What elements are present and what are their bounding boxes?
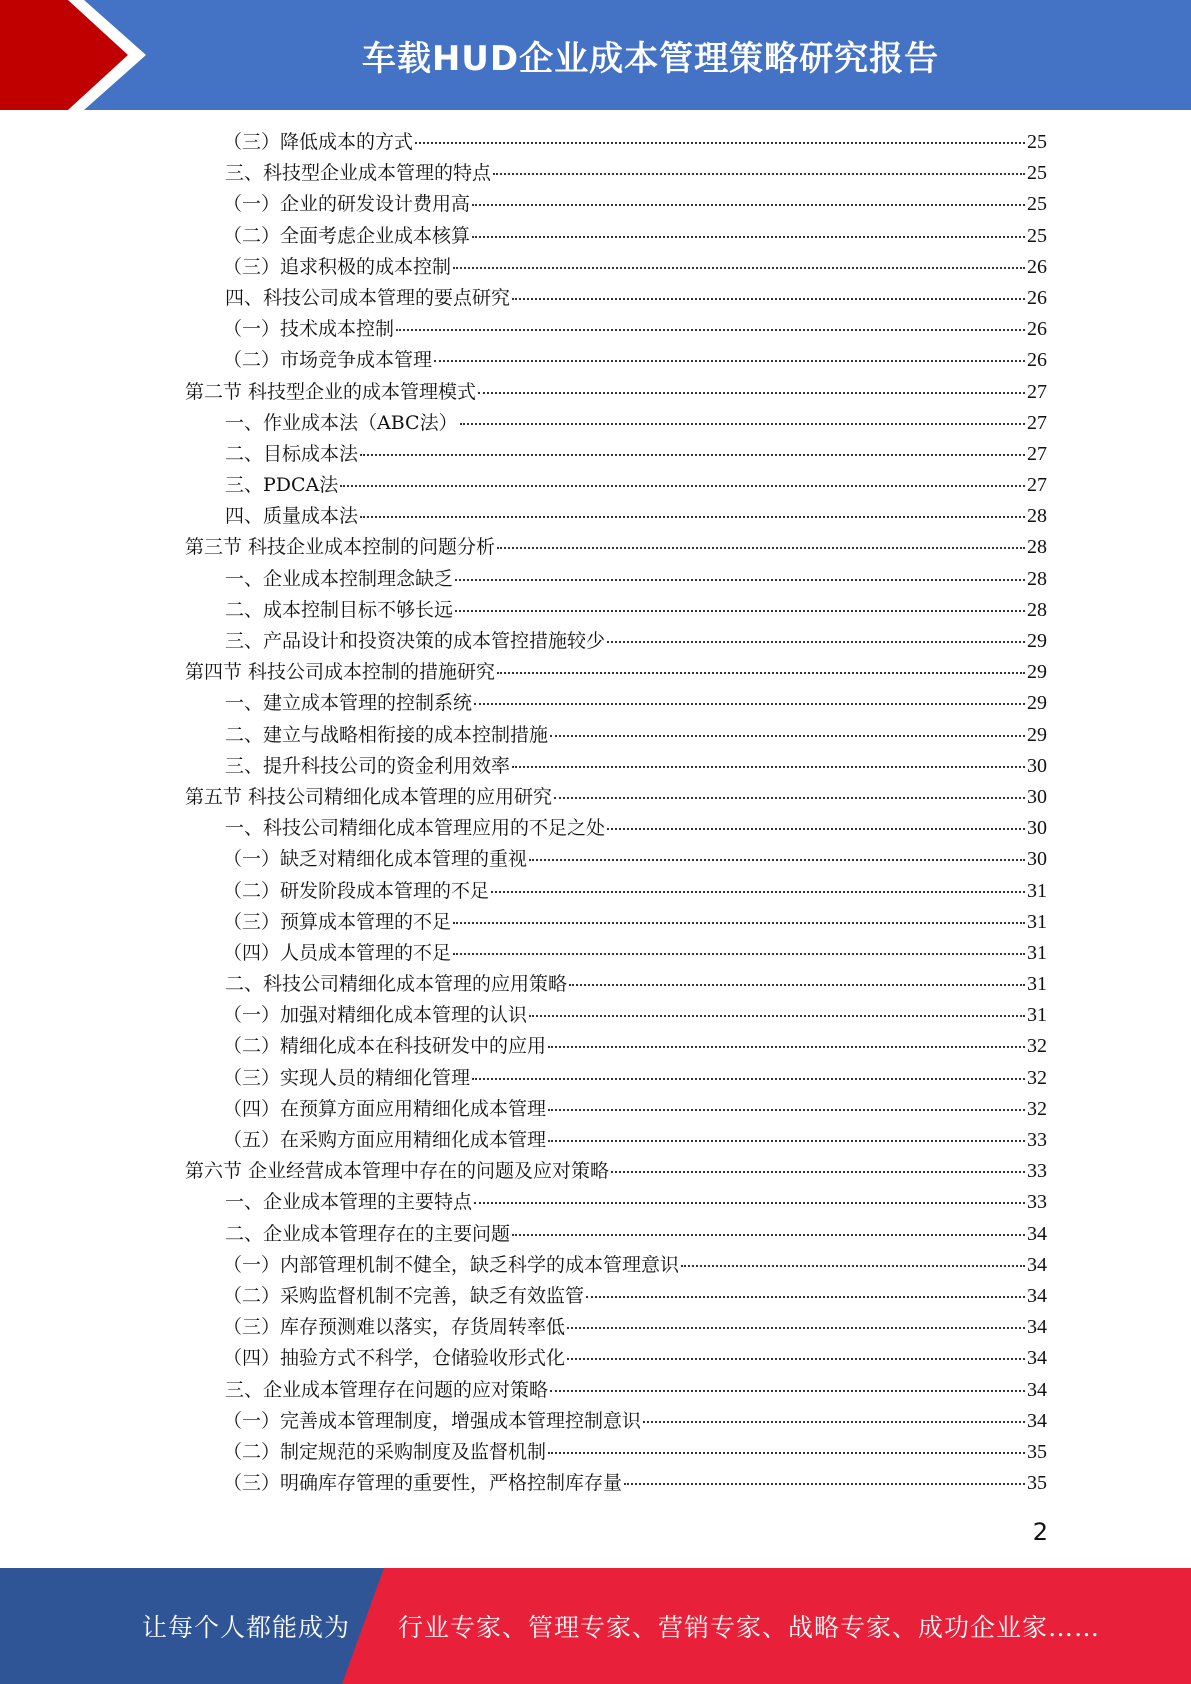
toc-entry-page: 34 xyxy=(1027,1347,1047,1370)
toc-entry-title: （三）降低成本的方式 xyxy=(223,131,414,153)
toc-entry-title: （三）追求积极的成本控制 xyxy=(223,255,452,278)
toc-dot-leader xyxy=(472,235,1025,238)
toc-entry-page: 31 xyxy=(1027,1004,1047,1027)
toc-entry-page: 27 xyxy=(1027,411,1047,434)
toc-entry[interactable] xyxy=(185,564,1047,595)
toc-entry-page: 30 xyxy=(1027,785,1047,808)
toc-entry-page: 25 xyxy=(1027,131,1047,153)
toc-entry-page: 30 xyxy=(1027,848,1047,871)
toc-entry-page: 26 xyxy=(1027,318,1047,341)
toc-entry-page: 30 xyxy=(1027,817,1047,840)
toc-entry-page: 25 xyxy=(1027,224,1047,247)
toc-entry[interactable] xyxy=(185,1312,1047,1343)
toc-dot-leader xyxy=(624,1482,1025,1485)
toc-entry[interactable] xyxy=(185,1094,1047,1125)
toc-entry-title: （二）采购监督机制不完善，缺乏有效监管 xyxy=(223,1284,585,1307)
toc-entry-title: 二、成本控制目标不够长远 xyxy=(225,598,454,621)
toc-dot-leader xyxy=(360,515,1025,518)
toc-entry[interactable] xyxy=(185,189,1047,220)
toc-entry[interactable] xyxy=(185,938,1047,969)
toc-entry-title: （一）企业的研发设计费用高 xyxy=(223,193,471,216)
toc-entry-title: （一）技术成本控制 xyxy=(223,318,395,341)
toc-entry-title: （三）实现人员的精细化管理 xyxy=(223,1066,471,1089)
toc-dot-leader xyxy=(548,1139,1025,1142)
toc-entry-page: 32 xyxy=(1027,1035,1047,1058)
toc-entry[interactable] xyxy=(185,1406,1047,1437)
toc-entry-title: 四、科技公司成本管理的要点研究 xyxy=(225,286,511,309)
toc-entry[interactable] xyxy=(185,595,1047,626)
toc-entry-title: （三）库存预测难以落实，存货周转率低 xyxy=(223,1316,566,1339)
toc-entry-page: 35 xyxy=(1027,1472,1047,1495)
toc-entry[interactable] xyxy=(185,221,1047,252)
toc-entry[interactable] xyxy=(185,1437,1047,1468)
toc-entry[interactable] xyxy=(185,1063,1047,1094)
toc-entry-title: 三、企业成本管理存在问题的应对策略 xyxy=(225,1378,549,1401)
toc-entry-title: （四）人员成本管理的不足 xyxy=(223,941,452,964)
toc-entry-title: 三、提升科技公司的资金利用效率 xyxy=(225,754,511,777)
page-number: 2 xyxy=(1032,1518,1048,1546)
toc-entry[interactable] xyxy=(185,813,1047,844)
toc-entry-page: 34 xyxy=(1027,1253,1047,1276)
toc-dot-leader xyxy=(455,609,1025,612)
toc-entry-title: 一、作业成本法（ABC法） xyxy=(225,411,458,434)
toc-entry-title: （一）加强对精细化成本管理的认识 xyxy=(223,1004,528,1027)
toc-dot-leader xyxy=(455,578,1025,581)
toc-entry[interactable] xyxy=(185,1250,1047,1281)
toc-entry-page: 34 xyxy=(1027,1316,1047,1339)
toc-entry[interactable] xyxy=(185,626,1047,657)
toc-entry-title: 四、质量成本法 xyxy=(225,505,359,528)
toc-entry[interactable] xyxy=(185,657,1047,688)
toc-entry-page: 31 xyxy=(1027,910,1047,933)
toc-entry[interactable] xyxy=(185,470,1047,501)
toc-entry-title: （三）预算成本管理的不足 xyxy=(223,910,452,933)
toc-entry-page: 27 xyxy=(1027,442,1047,465)
toc-dot-leader xyxy=(474,1201,1025,1204)
toc-dot-leader xyxy=(643,1420,1025,1423)
toc-entry-title: 三、科技型企业成本管理的特点 xyxy=(225,162,492,185)
toc-entry[interactable] xyxy=(185,876,1047,907)
toc-entry-page: 27 xyxy=(1027,474,1047,497)
toc-entry-page: 29 xyxy=(1027,630,1047,652)
toc-entry[interactable] xyxy=(185,844,1047,875)
toc-dot-leader xyxy=(453,921,1025,924)
toc-entry[interactable] xyxy=(185,532,1047,563)
toc-entry-title: （一）内部管理机制不健全，缺乏科学的成本管理意识 xyxy=(223,1253,680,1276)
toc-dot-leader xyxy=(611,1170,1025,1173)
toc-entry-title: 第二节 科技型企业的成本管理模式 xyxy=(185,380,477,403)
toc-dot-leader xyxy=(586,1295,1025,1298)
toc-dot-leader xyxy=(512,297,1025,300)
toc-entry-title: 一、企业成本控制理念缺乏 xyxy=(225,567,454,590)
toc-entry-title: （四）在预算方面应用精细化成本管理 xyxy=(223,1097,547,1120)
toc-entry-title: 第五节 科技公司精细化成本管理的应用研究 xyxy=(185,785,553,808)
header-red-chevron xyxy=(0,0,150,110)
toc-entry-page: 30 xyxy=(1027,754,1047,777)
toc-entry[interactable] xyxy=(185,1031,1047,1062)
toc-entry-title: （一）完善成本管理制度，增强成本管理控制意识 xyxy=(223,1409,642,1432)
toc-entry[interactable] xyxy=(185,1468,1047,1499)
toc-dot-leader xyxy=(472,1077,1025,1080)
toc-dot-leader xyxy=(567,1326,1025,1329)
toc-dot-leader xyxy=(474,702,1025,705)
toc-entry-title: （三）明确库存管理的重要性，严格控制库存量 xyxy=(223,1472,623,1495)
toc-entry[interactable] xyxy=(185,158,1047,189)
toc-entry[interactable] xyxy=(185,1000,1047,1031)
toc-entry-page: 33 xyxy=(1027,1191,1047,1214)
toc-entry[interactable] xyxy=(185,501,1047,532)
toc-dot-leader xyxy=(497,671,1025,674)
toc-dot-leader xyxy=(491,890,1025,893)
toc-entry-title: 第四节 科技公司成本控制的措施研究 xyxy=(185,661,496,684)
toc-dot-leader xyxy=(340,484,1025,487)
toc-entry-page: 25 xyxy=(1027,162,1047,185)
toc-dot-leader xyxy=(460,422,1025,425)
toc-dot-leader xyxy=(360,453,1025,456)
toc-entry-title: 三、PDCA法 xyxy=(225,474,339,497)
header-banner xyxy=(0,0,1191,110)
document-title: 车载HUD企业成本管理策略研究报告 xyxy=(361,38,940,79)
toc-entry[interactable] xyxy=(185,127,1047,158)
toc-entry[interactable] xyxy=(185,1125,1047,1156)
toc-dot-leader xyxy=(607,827,1025,830)
toc-entry[interactable] xyxy=(185,252,1047,283)
toc-entry-page: 31 xyxy=(1027,879,1047,902)
toc-entry[interactable] xyxy=(185,1156,1047,1187)
toc-entry[interactable] xyxy=(185,345,1047,376)
toc-entry[interactable] xyxy=(185,439,1047,470)
toc-dot-leader xyxy=(415,141,1025,144)
toc-entry-page: 33 xyxy=(1027,1160,1047,1183)
footer-banner xyxy=(0,1568,1191,1684)
toc-entry[interactable] xyxy=(185,782,1047,813)
toc-entry-page: 26 xyxy=(1027,349,1047,372)
toc-dot-leader xyxy=(472,203,1025,206)
toc-entry-page: 31 xyxy=(1027,973,1047,996)
toc-entry-title: （五）在采购方面应用精细化成本管理 xyxy=(223,1129,547,1151)
toc-entry[interactable] xyxy=(185,283,1047,314)
toc-dot-leader xyxy=(512,1233,1025,1236)
toc-entry-title: （二）全面考虑企业成本核算 xyxy=(223,224,471,247)
toc-entry-page: 34 xyxy=(1027,1284,1047,1307)
toc-entry-page: 26 xyxy=(1027,255,1047,278)
toc-entry-page: 27 xyxy=(1027,380,1047,403)
toc-dot-leader xyxy=(529,1014,1025,1017)
toc-entry[interactable] xyxy=(185,751,1047,782)
toc-entry-title: 二、建立与战略相衔接的成本控制措施 xyxy=(225,723,549,746)
toc-entry[interactable] xyxy=(185,314,1047,345)
toc-dot-leader xyxy=(453,266,1025,269)
toc-entry-page: 32 xyxy=(1027,1097,1047,1120)
toc-entry-title: 第三节 科技企业成本控制的问题分析 xyxy=(185,536,496,559)
toc-dot-leader xyxy=(550,1389,1025,1392)
toc-dot-leader xyxy=(434,359,1025,362)
footer-slogan-right: 行业专家、管理专家、营销专家、战略专家、成功企业家…… xyxy=(398,1613,1101,1642)
footer-slogan-left: 让每个人都能成为 xyxy=(142,1613,351,1642)
toc-dot-leader xyxy=(567,1357,1025,1360)
toc-dot-leader xyxy=(493,172,1025,175)
toc-dot-leader xyxy=(550,734,1025,737)
toc-entry-title: （四）抽验方式不科学，仓储验收形式化 xyxy=(223,1347,566,1370)
toc-dot-leader xyxy=(681,1264,1025,1267)
toc-entry-title: 一、科技公司精细化成本管理应用的不足之处 xyxy=(225,817,606,840)
toc-entry[interactable] xyxy=(185,720,1047,751)
toc-dot-leader xyxy=(453,952,1025,955)
toc-dot-leader xyxy=(548,1451,1025,1454)
toc-entry[interactable] xyxy=(185,1281,1047,1312)
toc-entry-page: 33 xyxy=(1027,1129,1047,1151)
toc-entry-page: 25 xyxy=(1027,193,1047,216)
toc-entry-page: 28 xyxy=(1027,536,1047,559)
toc-entry-page: 28 xyxy=(1027,505,1047,528)
toc-entry[interactable] xyxy=(185,1187,1047,1218)
table-of-contents xyxy=(185,127,1047,1499)
toc-entry-title: 一、建立成本管理的控制系统 xyxy=(225,692,473,715)
toc-entry-page: 34 xyxy=(1027,1222,1047,1245)
toc-dot-leader xyxy=(548,1045,1025,1048)
toc-entry-page: 34 xyxy=(1027,1378,1047,1401)
toc-dot-leader xyxy=(569,983,1025,986)
toc-entry-page: 28 xyxy=(1027,567,1047,590)
toc-entry-title: 二、科技公司精细化成本管理的应用策略 xyxy=(225,973,568,996)
toc-entry-title: （二）研发阶段成本管理的不足 xyxy=(223,879,490,902)
toc-dot-leader xyxy=(607,640,1025,643)
toc-entry[interactable] xyxy=(185,688,1047,719)
toc-entry-page: 35 xyxy=(1027,1440,1047,1463)
toc-entry[interactable] xyxy=(185,408,1047,439)
toc-entry[interactable] xyxy=(185,1343,1047,1374)
toc-dot-leader xyxy=(396,328,1025,331)
toc-entry-title: （二）市场竞争成本管理 xyxy=(223,349,433,372)
toc-entry[interactable] xyxy=(185,907,1047,938)
toc-dot-leader xyxy=(512,765,1025,768)
toc-entry-title: （二）精细化成本在科技研发中的应用 xyxy=(223,1035,547,1058)
toc-entry-title: 二、目标成本法 xyxy=(225,442,359,465)
toc-dot-leader xyxy=(529,858,1025,861)
toc-entry[interactable] xyxy=(185,969,1047,1000)
toc-entry[interactable] xyxy=(185,1219,1047,1250)
toc-entry-page: 31 xyxy=(1027,941,1047,964)
toc-entry-title: 二、企业成本管理存在的主要问题 xyxy=(225,1222,511,1245)
toc-entry-title: （二）制定规范的采购制度及监督机制 xyxy=(223,1440,547,1463)
toc-entry-page: 32 xyxy=(1027,1066,1047,1089)
toc-entry-page: 29 xyxy=(1027,723,1047,746)
toc-entry-title: 第六节 企业经营成本管理中存在的问题及应对策略 xyxy=(185,1160,610,1183)
toc-dot-leader xyxy=(497,546,1025,549)
toc-entry-page: 29 xyxy=(1027,661,1047,684)
toc-entry-page: 28 xyxy=(1027,598,1047,621)
toc-dot-leader xyxy=(554,796,1025,799)
toc-entry-title: 一、企业成本管理的主要特点 xyxy=(225,1191,473,1214)
toc-entry-page: 34 xyxy=(1027,1409,1047,1432)
toc-entry-title: （一）缺乏对精细化成本管理的重视 xyxy=(223,848,528,871)
toc-dot-leader xyxy=(548,1108,1025,1111)
toc-entry[interactable] xyxy=(185,377,1047,408)
toc-entry[interactable] xyxy=(185,1375,1047,1406)
toc-entry-title: 三、产品设计和投资决策的成本管控措施较少 xyxy=(225,630,606,652)
toc-entry-page: 29 xyxy=(1027,692,1047,715)
toc-dot-leader xyxy=(478,391,1025,394)
toc-entry-page: 26 xyxy=(1027,286,1047,309)
